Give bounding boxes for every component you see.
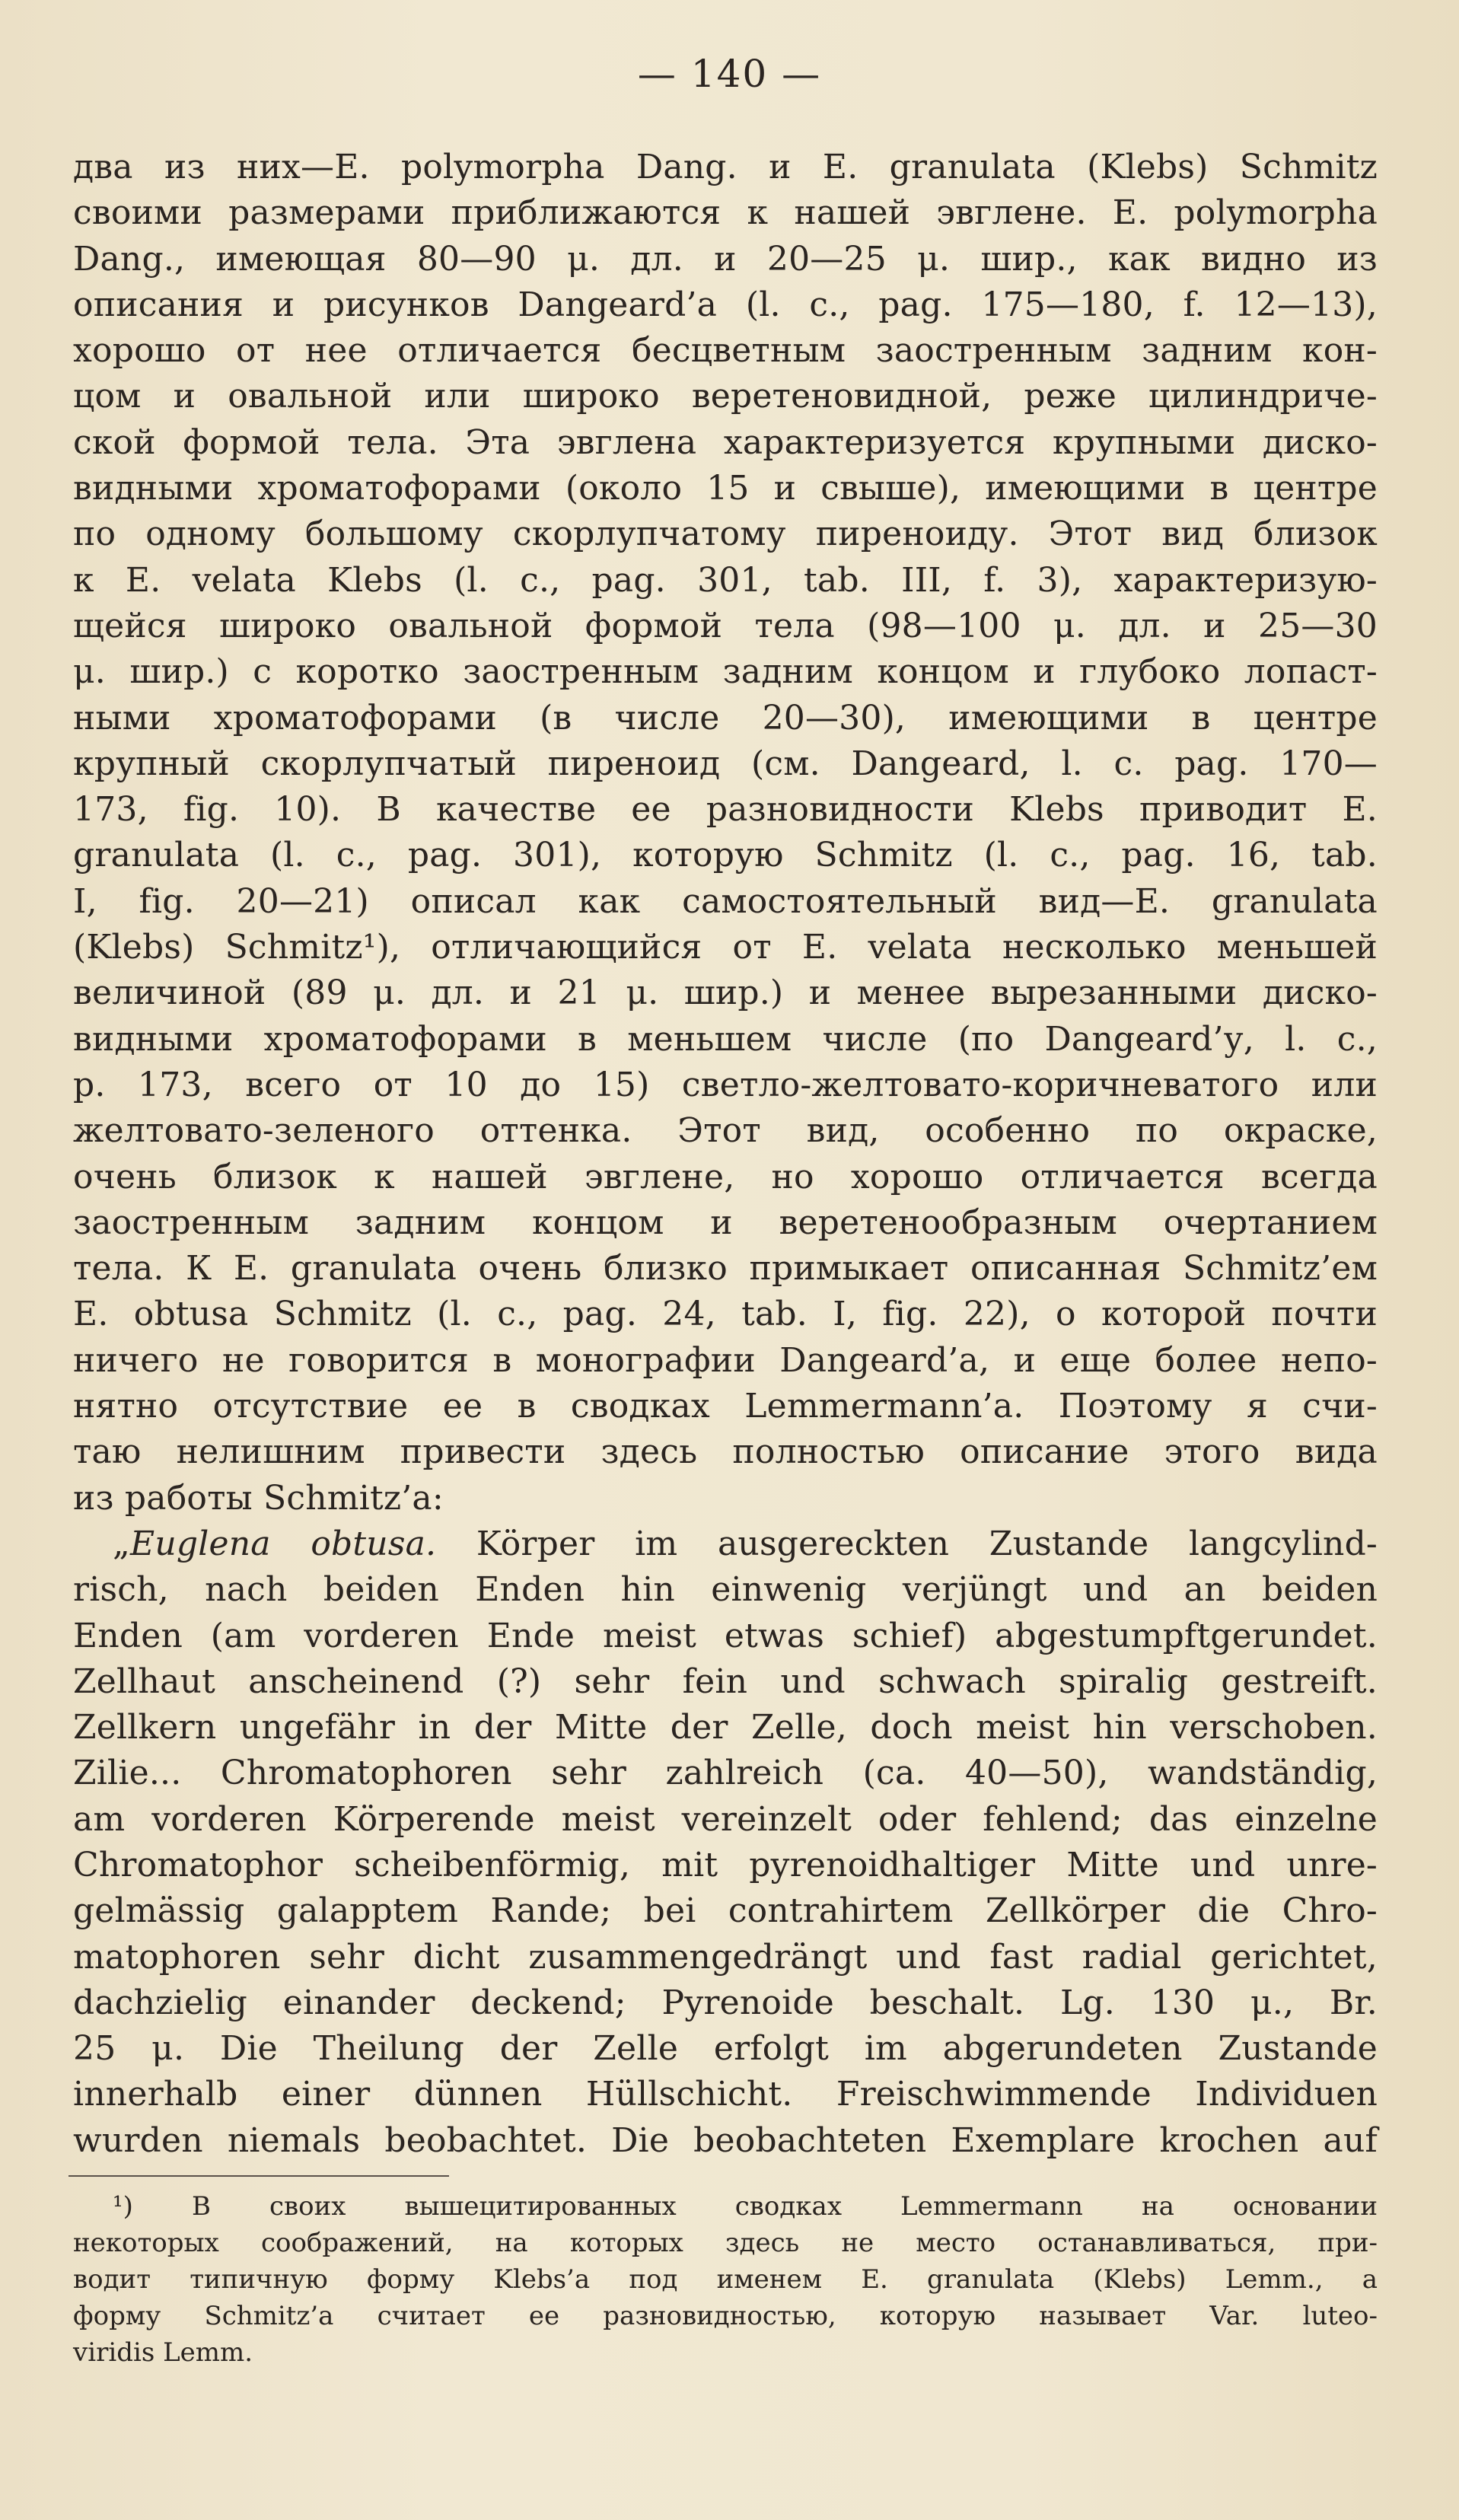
text-line: видными хроматофорами в меньшем числе (по Dangeard’у, l. c.,: [73, 1019, 1378, 1059]
text-line: Zellhaut anscheinend (?) sehr fein und schwach spiralig gestreift.: [73, 1661, 1378, 1701]
text-line: am vorderen Körperende meist vereinzelt oder fehlend; das einzelne: [73, 1799, 1378, 1839]
text-line: ской формой тела. Эта эвглена характеризуется крупными диско-: [73, 422, 1378, 462]
text-line: μ. шир.) с коротко заостренным задним концом и глубоко лопаст-: [73, 652, 1378, 692]
quote-text: Körper im ausgereckten Zustande langcylind-: [436, 1524, 1378, 1563]
page-number: — 140 —: [637, 52, 822, 96]
footnote-line: viridis Lemm.: [73, 2337, 253, 2368]
text-line: E. obtusa Schmitz (l. c., pag. 24, tab. I, fig. 22), о которой почти: [73, 1295, 1378, 1334]
text-line: тела. К E. granulata очень близко примыкает описанная Schmitz’ем: [73, 1249, 1378, 1289]
text-line: заостренным задним концом и веретенообразным очертанием: [73, 1203, 1378, 1242]
footnote-line: форму Schmitz’a считает ее разновидностью, которую называет Var. luteo-: [73, 2301, 1378, 2331]
footnote: [73, 2188, 1378, 2371]
text-line: innerhalb einer dünnen Hüllschicht. Freischwimmende Individuen: [73, 2075, 1378, 2114]
text-line: из работы Schmitz’a:: [73, 1478, 444, 1518]
text-line: 173, fig. 10). В качестве ее разновидности Klebs приводит E.: [73, 790, 1378, 830]
text-line: видными хроматофорами (около 15 и свыше), имеющими в центре: [73, 469, 1378, 508]
text-line: gelmässig galapptem Rande; bei contrahirtem Zellkörper die Chro-: [73, 1891, 1378, 1931]
footnote-line: водит типичную форму Klebs’a под именем E. granulata (Klebs) Lemm., а: [73, 2264, 1378, 2295]
text-line: нятно отсутствие ее в сводках Lemmermann’a. Поэтому я счи-: [73, 1387, 1378, 1426]
text-line: (Klebs) Schmitz¹), отличающийся от E. velata несколько меньшей: [73, 928, 1378, 967]
text-line: Chromatophor scheibenförmig, mit pyrenoidhaltiger Mitte und unre-: [73, 1845, 1378, 1884]
footnote-line: некоторых соображений, на которых здесь не место останавливаться, при-: [73, 2228, 1378, 2258]
footnote-line: ¹) В своих вышецитированных сводках Lemmermann на основании: [113, 2191, 1378, 2222]
text-line: Dang., имеющая 80—90 μ. дл. и 20—25 μ. шир., как видно из: [73, 239, 1378, 279]
main-text: [73, 145, 1378, 2164]
text-line: два из них—E. polymorpha Dang. и E. granulata (Klebs) Schmitz: [73, 148, 1378, 186]
text-line: хорошо от нее отличается бесцветным заостренным задним кон-: [73, 331, 1378, 371]
text-line: ными хроматофорами (в числе 20—30), имеющими в центре: [73, 698, 1378, 738]
text-line: по одному большому скорлупчатому пиреноиду. Этот вид близок: [73, 515, 1378, 554]
text-line: wurden niemals beobachtet. Die beobachteten Exemplare krochen auf: [73, 2120, 1378, 2160]
text-line: к E. velata Klebs (l. c., pag. 301, tab. III, f. 3), характеризую-: [73, 560, 1378, 600]
text-line: p. 173, всего от 10 до 15) светло-желтовато-коричневатого или: [73, 1065, 1378, 1104]
footnote-divider: [68, 2175, 449, 2177]
text-line: risch, nach beiden Enden hin einwenig verjüngt und an beiden: [73, 1570, 1378, 1610]
text-line: dachzielig einander deckend; Pyrenoide beschalt. Lg. 130 μ., Br.: [73, 1983, 1378, 2022]
text-line: Zilie... Chromatophoren sehr zahlreich (ca. 40—50), wandständig,: [73, 1754, 1378, 1793]
text-line: величиной (89 μ. дл. и 21 μ. шир.) и менее вырезанными диско-: [73, 973, 1378, 1013]
text-line: крупный скорлупчатый пиреноид (см. Dangeard, l. c. pag. 170—: [73, 744, 1378, 783]
text-line: своими размерами приближаются к нашей эвглене. E. polymorpha: [73, 193, 1378, 233]
text-line: очень близок к нашей эвглене, но хорошо отличается всегда: [73, 1157, 1378, 1196]
text-line: желтовато-зеленого оттенка. Этот вид, особенно по окраске,: [73, 1111, 1378, 1151]
text-line: ничего не говорится в монографии Dangeard’a, и еще более непо-: [73, 1340, 1378, 1380]
text-line: 25 μ. Die Theilung der Zelle erfolgt im abgerundeten Zustande: [73, 2029, 1378, 2069]
text-line: цом и овальной или широко веретеновидной, реже цилиндриче-: [73, 377, 1378, 416]
quote-first-line: [73, 1521, 1378, 1567]
text-line: таю нелишним привести здесь полностью описание этого вида: [73, 1432, 1378, 1472]
text-line: щейся широко овальной формой тела (98—100 μ. дл. и 25—30: [73, 606, 1378, 645]
text-line: matophoren sehr dicht zusammengedrängt und fast radial gerichtet,: [73, 1937, 1378, 1977]
text-line: I, fig. 20—21) описал как самостоятельный вид—E. granulata: [73, 881, 1378, 921]
text-line: описания и рисунков Dangeard’a (l. c., pag. 175—180, f. 12—13),: [73, 285, 1378, 324]
quote-open-mark: „: [113, 1524, 130, 1563]
text-line: granulata (l. c., pag. 301), которую Schmitz (l. c., pag. 16, tab.: [73, 836, 1378, 875]
text-line: Zellkern ungefähr in der Mitte der Zelle, doch meist hin verschoben.: [73, 1708, 1378, 1747]
species-name-italic: Euglena obtusa.: [130, 1524, 437, 1563]
text-line: Enden (am vorderen Ende meist etwas schief) abgestumpftgerundet.: [73, 1616, 1378, 1655]
